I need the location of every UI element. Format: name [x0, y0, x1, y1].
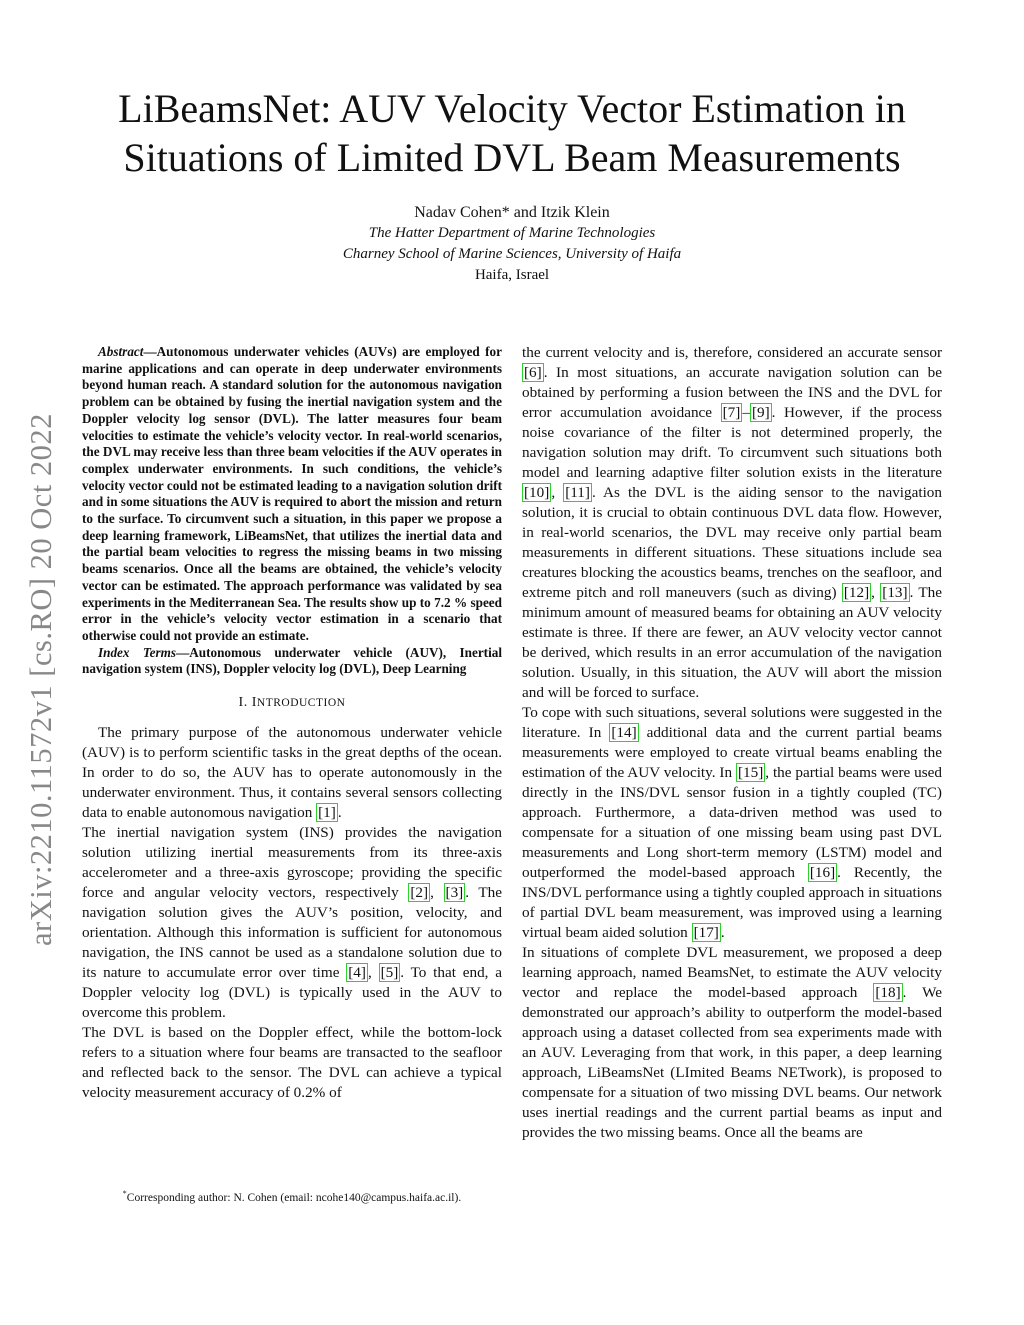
text-run: . We demonstrated our approach’s ability to outperform the model-based approach using a dataset collected from sea experiments made with an AUV. Leveraging from that work, in this paper, a deep learning approach, LiBeamsNet (LImited Beams NETwork), is proposed to compensate for a situation of two missing DVL beams. Our network uses inertial readings and the current partial beams as input and provides the two missing beams. Once all the beams are [522, 984, 942, 1141]
author-block [200, 202, 824, 286]
text-run: additional data and the current partial beams measurements were employed to create virtual beams enabling the estimation of the AUV velocity. In [522, 724, 942, 781]
text-run: , the partial beams were used directly in the INS/DVL sensor fusion in a tightly coupled (TC) approach. Furthermore, a data-driven method was used to compensate for a situation of one missing beam using past DVL measurements and Long short-term memory (LSTM) model and outperformed the model-based approach [522, 764, 942, 881]
text-run: , [551, 484, 564, 501]
index-terms [82, 645, 502, 678]
intro-paragraph-2 [82, 823, 502, 1023]
intro-paragraph-6 [522, 943, 942, 1143]
citation-link[interactable]: [13] [882, 584, 908, 601]
text-run: The inertial navigation system (INS) provides the navigation solution utilizing inertial measurements from its three-axis accelerometer and a three-axis gyroscope; providing the specific force and angular velocity vectors, respectively [82, 824, 502, 902]
text-run: – [742, 404, 750, 421]
section-first-letter: I [251, 695, 257, 711]
citation-link[interactable]: [11] [565, 484, 590, 501]
section-heading-introduction [82, 695, 502, 711]
text-run: In situations of complete DVL measurement, we proposed a deep learning approach, named BeamsNet, to estimate the AUV velocity vector and replace the model-based approach [522, 944, 942, 1001]
citation-link[interactable]: [2] [410, 884, 429, 902]
text-run: . [337, 804, 342, 822]
citation-link[interactable]: [14] [611, 724, 637, 741]
citation-link[interactable]: [6] [524, 364, 542, 381]
text-run: , [367, 964, 379, 982]
right-column [522, 343, 942, 1143]
abstract-text: —Autonomous underwater vehicles (AUVs) are employed for marine applications and can operate in deep underwater environments beyond human reach. A standard solution for the autonomous navigation problem can be obtained by fusing the inertial navigation system and the Doppler velocity log sensor (DVL). The latter measures four beam velocities to estimate the vehicle’s velocity vector. In real-world scenarios, the DVL may receive less than three beam velocities if the AUV operates in complex underwater environments. In such conditions, the vehicle’s velocity vector could not be estimated leading to a navigation solution drift and in some situations the AUV is required to abort the mission and return to the surface. To circumvent such a situation, in this paper we propose a deep learning framework, LiBeamsNet, that utilizes the inertial data and the partial beam velocities to regress the missing beams in two missing beams scenarios. Once all the beams are obtained, the vehicle’s velocity vector can be estimated. The approach performance was validated by sea experiments in the Mediterranean Sea. The results show up to 7.2 % speed error in the vehicle’s velocity vector estimation in a scenario that otherwise could not provide an estimate. [82, 344, 502, 643]
text-run: . The navigation solution gives the AUV’s position, velocity, and orientation. Although this information is sufficient for autonomous navigation, the INS cannot be used as a standalone solution due to its nature to accumulate error over time [82, 884, 503, 982]
title-line-2: Situations of Limited DVL Beam Measurements [123, 135, 901, 180]
footnote-mark: * [122, 1189, 127, 1198]
text-run: . Recently, the INS/DVL performance using a tightly coupled approach in situations of partial DVL beam measurement, was improved using a learning virtual beam aided solution [522, 864, 943, 941]
citation-link[interactable]: [3] [445, 884, 464, 902]
text-run: . However, if the process noise covariance of the filter is not determined properly, the navigation solution may drift. To circumvent such situations both model and learning adaptive filter solution exists in the literature [522, 404, 942, 481]
citation-link[interactable]: [12] [843, 584, 870, 601]
intro-paragraph-3: The DVL is based on the Doppler effect, while the bottom-lock refers to a situation where four beams are transacted to the seafloor and reflected back to the sensor. The DVL can achieve a typical velocity measurement accuracy of 0.2% of [82, 1024, 502, 1102]
text-run: . As the DVL is the aiding sensor to the navigation solution, it is crucial to obtain continuous DVL data flow. However, in real-world scenarios, the DVL may receive only partial beam measurements in different situations. These situations include sea creatures blocking the acoustics beams, trenches on the seafloor, and extreme pitch and roll maneuvers (such as diving) [522, 484, 942, 601]
citation-link[interactable]: [7] [722, 404, 741, 421]
affiliation-location: Haifa, Israel [474, 267, 550, 283]
text-run: The primary purpose of the autonomous underwater vehicle (AUV) is to perform scientific tasks in the great depths of the ocean. In order to do so, the AUV has to operate autonomously in the underwater environment. Thus, it contains several sensors collecting data to enable autonomous navigation [82, 724, 502, 822]
affiliation-department: The Hatter Department of Marine Technologies [368, 225, 656, 241]
intro-paragraph-5 [522, 703, 942, 943]
abstract [82, 344, 502, 645]
citation-link[interactable]: [18] [875, 984, 901, 1001]
citation-link[interactable]: [9] [751, 404, 770, 421]
text-run: , [871, 584, 881, 601]
citation-link[interactable]: [16] [809, 864, 836, 881]
intro-paragraph-4 [522, 343, 942, 703]
index-terms-label: Index Terms [98, 644, 177, 660]
abstract-label: Abstract [98, 344, 144, 359]
intro-paragraph-1 [82, 723, 502, 823]
citation-link[interactable]: [5] [380, 964, 399, 982]
text-run: , [430, 884, 444, 902]
footnote-text: Corresponding author: N. Cohen (email: ncohe140@campus.haifa.ac.il). [126, 1191, 462, 1204]
author-names: Nadav Cohen* and Itzik Klein [414, 204, 610, 221]
text-run: . To that end, a Doppler velocity log (DVL) is typically used in the AUV to overcome this problem. [82, 964, 502, 1022]
text-run: the current velocity and is, therefore, considered an accurate sensor [522, 344, 942, 361]
arxiv-stamp: arXiv:2210.11572v1 [cs.RO] 20 Oct 2022 [24, 413, 58, 946]
text-run: . The minimum amount of measured beams for obtaining an AUV velocity estimate is three. If there are fewer, an AUV velocity vector cannot be derived, which results in an error accumulation of the navigation solution. Usually, in this situation, the AUV will abort the mission and will be forced to surface. [522, 584, 943, 701]
citation-link[interactable]: [4] [348, 964, 366, 982]
citation-link[interactable]: [10] [524, 484, 550, 501]
left-column [82, 344, 502, 1103]
citation-link[interactable]: [15] [737, 764, 764, 781]
section-numeral: I. [238, 695, 248, 711]
citation-link[interactable]: [17] [693, 924, 719, 941]
text-run: . [720, 924, 725, 941]
paper-title [80, 84, 944, 182]
title-line-1: LiBeamsNet: AUV Velocity Vector Estimation in [118, 86, 906, 131]
footnote [82, 1186, 502, 1206]
index-terms-text: —Autonomous underwater vehicle (AUV), Inertial navigation system (INS), Doppler velocity log (DVL), Deep Learning [82, 644, 502, 677]
text-run: To cope with such situations, several solutions were suggested in the literature. In [522, 704, 942, 741]
affiliation-school: Charney School of Marine Sciences, University of Haifa [342, 246, 682, 262]
section-title-rest: NTRODUCTION [256, 697, 346, 710]
citation-link[interactable]: [1] [318, 804, 336, 822]
text-run: . In most situations, an accurate navigation solution can be obtained by performing a fusion between the INS and the DVL for error accumulation avoidance [522, 364, 942, 421]
